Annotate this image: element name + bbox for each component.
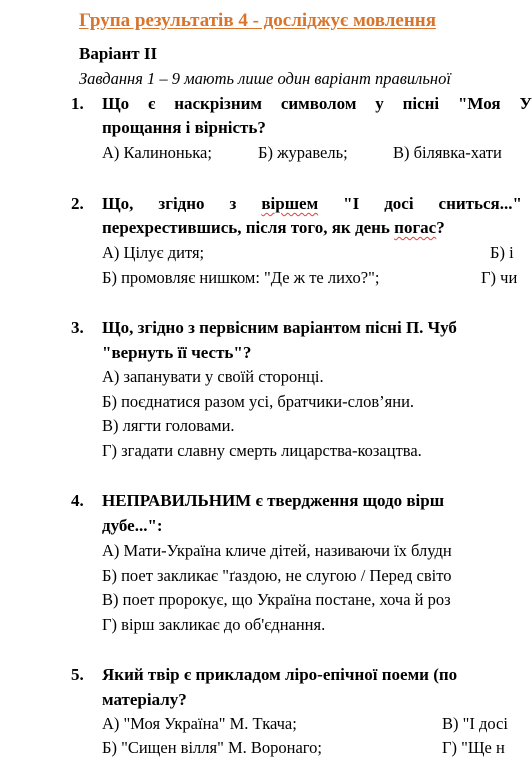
q3-option-c: В) лягти головами.: [102, 416, 235, 435]
q3-option-a: А) запанувати у своїй сторонці.: [102, 367, 324, 386]
word: є: [148, 94, 156, 113]
question-5-line-2: матеріалу?: [102, 690, 187, 709]
question-3-line-2: "вернуть її честь"?: [102, 343, 252, 362]
q5-option-c: Б) "Сищен вілля" М. Воронаго;: [102, 738, 322, 757]
variant-label: Варіант ІІ: [79, 44, 158, 63]
q2-option-a: А) Цілує дитя;: [102, 243, 205, 262]
section-heading: Група результатів 4 - досліджує мовлення: [79, 10, 437, 31]
word: наскрізним: [174, 94, 263, 113]
question-4-line-2: дубе...":: [102, 516, 163, 535]
q5-option-b: В) "І досі: [442, 714, 508, 733]
word-spellcheck: погас: [394, 218, 437, 237]
q4-option-d: Г) вірш закликає до об'єднання.: [102, 615, 326, 634]
question-2-line-2: [102, 218, 445, 238]
question-3-number: 3.: [71, 318, 84, 337]
question-1-number: 1.: [71, 94, 84, 113]
word: символом: [280, 94, 357, 113]
question-3-line-1: Що, згідно з первісним варіантом пісні П. Чуб: [102, 318, 457, 337]
q3-option-b: Б) поєднатися разом усі, братчики-слов’яни.: [102, 392, 415, 411]
q4-option-a: А) Мати-Україна кличе дітей, називаючи їх блудн: [102, 541, 452, 560]
question-4-number: 4.: [71, 491, 84, 510]
text-run: перехрестившись, після того, як день: [102, 218, 395, 237]
word-spellcheck: віршем: [261, 194, 319, 213]
question-5-line-1: Який твір є прикладом ліро-епічної поеми (по: [102, 665, 458, 684]
question-4-line-1: НЕПРАВИЛЬНИМ є твердження щодо вірш: [102, 491, 445, 510]
q5-option-d: Г) "Ще н: [442, 738, 505, 757]
word: пісні: [402, 94, 440, 113]
word: у: [375, 94, 384, 113]
text-run: ?: [436, 218, 445, 237]
word: Що,: [102, 194, 134, 213]
question-2-line-1: [102, 194, 522, 214]
question-5-number: 5.: [71, 665, 84, 684]
q3-option-d: Г) згадати славну смерть лицарства-козацтва.: [102, 441, 422, 460]
q5-option-a: А) "Моя Україна" М. Ткача;: [102, 714, 297, 733]
q1-option-b: Б) журавель;: [258, 143, 348, 162]
question-2-number: 2.: [71, 194, 84, 213]
q2-option-c: Б) промовляє нишком: "Де ж те лихо?";: [102, 268, 380, 287]
word: "Моя: [457, 94, 501, 113]
q4-option-b: Б) поет закликає "ґаздою, не слугою / Перед світо: [102, 566, 452, 585]
word: У: [519, 94, 532, 113]
q4-option-c: В) поет пророкує, що Україна постане, хоча й роз: [102, 590, 451, 609]
q2-option-d: Г) чи: [481, 268, 518, 287]
word: згідно: [158, 194, 205, 213]
q1-option-a: А) Калинонька;: [102, 143, 212, 162]
word: сниться...": [438, 194, 522, 213]
q1-option-c: В) білявка-хати: [393, 143, 502, 162]
word: з: [229, 194, 237, 213]
word: Що: [102, 94, 130, 113]
q2-option-b: Б) і: [490, 243, 514, 262]
question-1-line-2: прощання і вірність?: [102, 118, 266, 137]
word: "І: [343, 194, 360, 213]
question-1-line-1: [102, 94, 532, 114]
instruction-text: Завдання 1 – 9 мають лише один варіант правильної: [79, 69, 451, 88]
word: досі: [384, 194, 414, 213]
